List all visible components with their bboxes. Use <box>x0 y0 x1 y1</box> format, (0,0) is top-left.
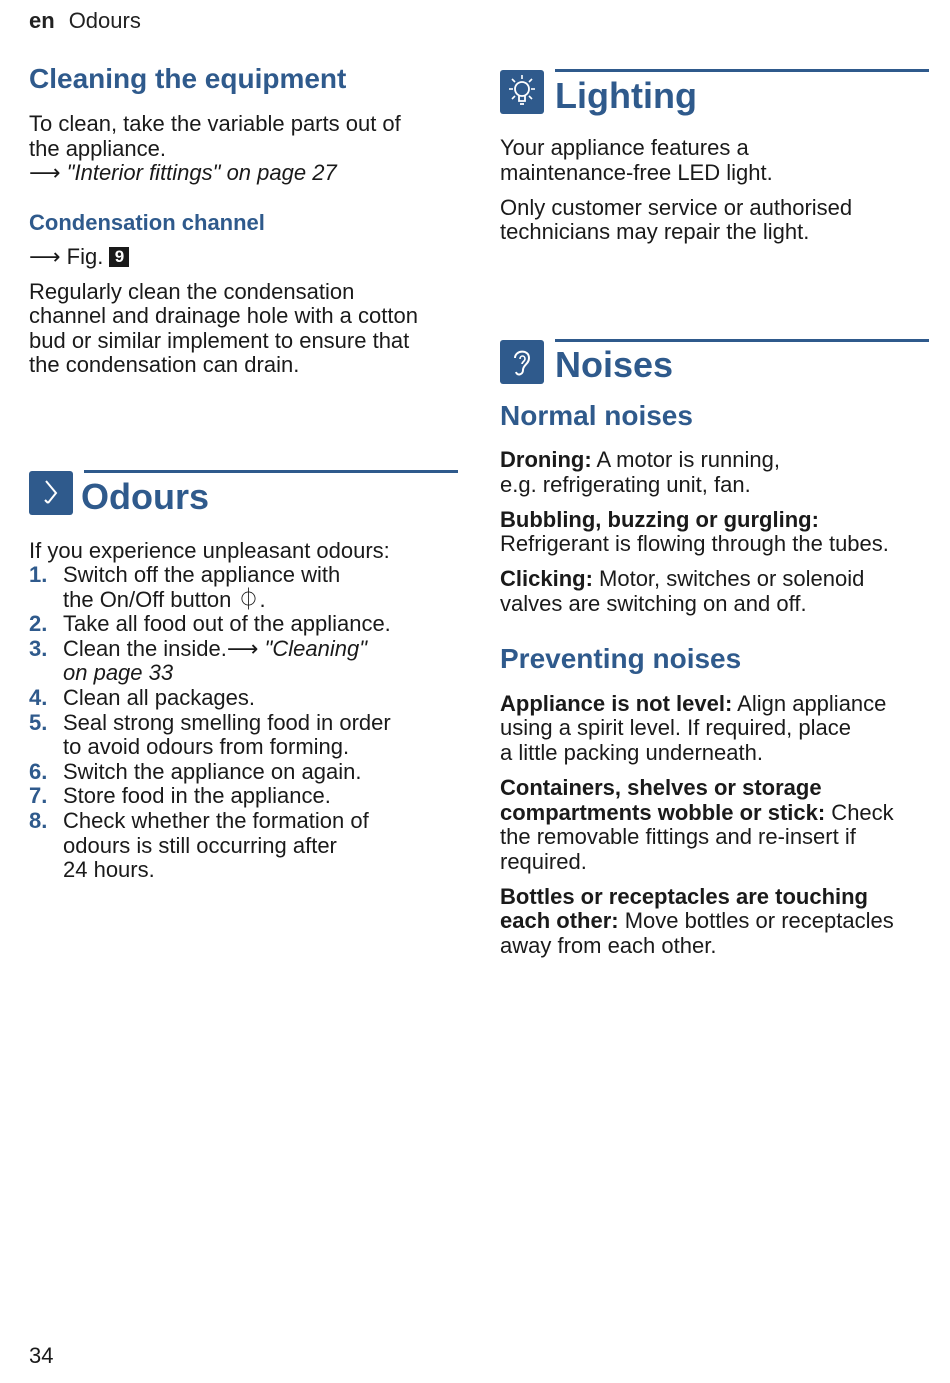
bottles-line-1: Bottles or receptacles are touching <box>500 884 868 909</box>
list-item: 2. Take all food out of the appliance. <box>29 611 391 636</box>
reference-link[interactable]: "Cleaning" <box>258 636 368 661</box>
level-line-2: using a spirit level. If required, place <box>500 715 851 740</box>
condensation-para-3: bud or similar implement to ensure that <box>29 328 410 353</box>
preventing-noises-title: Preventing noises <box>500 643 742 674</box>
list-item-continuation: odours is still occurring after <box>63 833 337 858</box>
bottles-line-3: away from each other. <box>500 933 717 958</box>
arrow-icon: ⟶ <box>29 244 61 269</box>
condensation-para-2: channel and drainage hole with a cotton <box>29 303 418 328</box>
figure-reference[interactable] <box>29 245 129 270</box>
list-item: 6. Switch the appliance on again. <box>29 759 362 784</box>
bubbling-label: Bubbling, buzzing or gurgling: <box>500 507 819 532</box>
page-number: 34 <box>29 1343 54 1368</box>
lighting-para-2a: Only customer service or authorised <box>500 195 853 220</box>
header-section: Odours <box>68 8 141 33</box>
clicking-line-2: valves are switching on and off. <box>500 591 807 616</box>
arrow-icon: ⟶ <box>29 160 61 185</box>
list-item: 7. Store food in the appliance. <box>29 783 331 808</box>
containers-line-1: Containers, shelves or storage <box>500 775 822 800</box>
noises-title: Noises <box>555 344 674 385</box>
odours-title: Odours <box>81 476 210 517</box>
list-item-continuation: the On/Off button ⏀. <box>63 587 266 612</box>
list-item-continuation: to avoid odours from forming. <box>63 734 350 759</box>
level-line-1: Appliance is not level: Align appliance <box>500 691 887 716</box>
lighting-para-2b: technicians may repair the light. <box>500 219 810 244</box>
ear-icon <box>500 340 544 384</box>
bubbling-line-2: Refrigerant is flowing through the tubes. <box>500 531 889 556</box>
normal-noises-title: Normal noises <box>500 400 693 431</box>
containers-line-2: compartments wobble or stick: Check <box>500 800 894 825</box>
lighting-para-1b: maintenance-free LED light. <box>500 160 773 185</box>
light-bulb-icon <box>500 70 544 114</box>
clicking-line-1: Clicking: Motor, switches or solenoid <box>500 566 865 591</box>
list-item-continuation: 24 hours. <box>63 857 155 882</box>
condensation-channel-title: Condensation channel <box>29 210 265 235</box>
figure-label: Fig. <box>66 244 104 269</box>
containers-line-4: required. <box>500 849 587 874</box>
condensation-para-4: the condensation can drain. <box>29 352 300 377</box>
reference-link[interactable]: "Interior fittings" on page 27 <box>66 160 337 185</box>
arrow-icon: ⟶ <box>226 636 259 661</box>
odours-intro: If you experience unpleasant odours: <box>29 538 390 563</box>
lighting-title: Lighting <box>555 75 697 116</box>
nose-icon <box>29 471 73 515</box>
noises-rule <box>555 339 929 342</box>
list-item: 4. Clean all packages. <box>29 685 256 710</box>
list-item: 8. Check whether the formation of <box>29 808 369 833</box>
cleaning-line-2: the appliance. <box>29 136 166 161</box>
language-code: en <box>29 8 55 33</box>
list-item: 3. Clean the inside.⟶ "Cleaning" <box>29 636 368 661</box>
containers-line-3: the removable fittings and re-insert if <box>500 824 856 849</box>
figure-number: 9 <box>109 247 129 267</box>
condensation-para-1: Regularly clean the condensation <box>29 279 355 304</box>
cleaning-line-1: To clean, take the variable parts out of <box>29 111 401 136</box>
level-line-3: a little packing underneath. <box>500 740 763 765</box>
lighting-rule <box>555 69 929 72</box>
cleaning-title: Cleaning the equipment <box>29 63 347 94</box>
droning-line-2: e.g. refrigerating unit, fan. <box>500 472 751 497</box>
list-item: 5. Seal strong smelling food in order <box>29 710 391 735</box>
lighting-para-1a: Your appliance features a <box>500 135 749 160</box>
list-item-continuation: on page 33 <box>63 660 174 685</box>
droning-line-1: Droning: A motor is running, <box>500 447 780 472</box>
bottles-line-2: each other: Move bottles or receptacles <box>500 908 894 933</box>
page-header <box>29 8 141 34</box>
odours-rule <box>84 470 458 473</box>
list-item: 1. Switch off the appliance with <box>29 562 341 587</box>
cleaning-reference[interactable] <box>29 161 337 186</box>
